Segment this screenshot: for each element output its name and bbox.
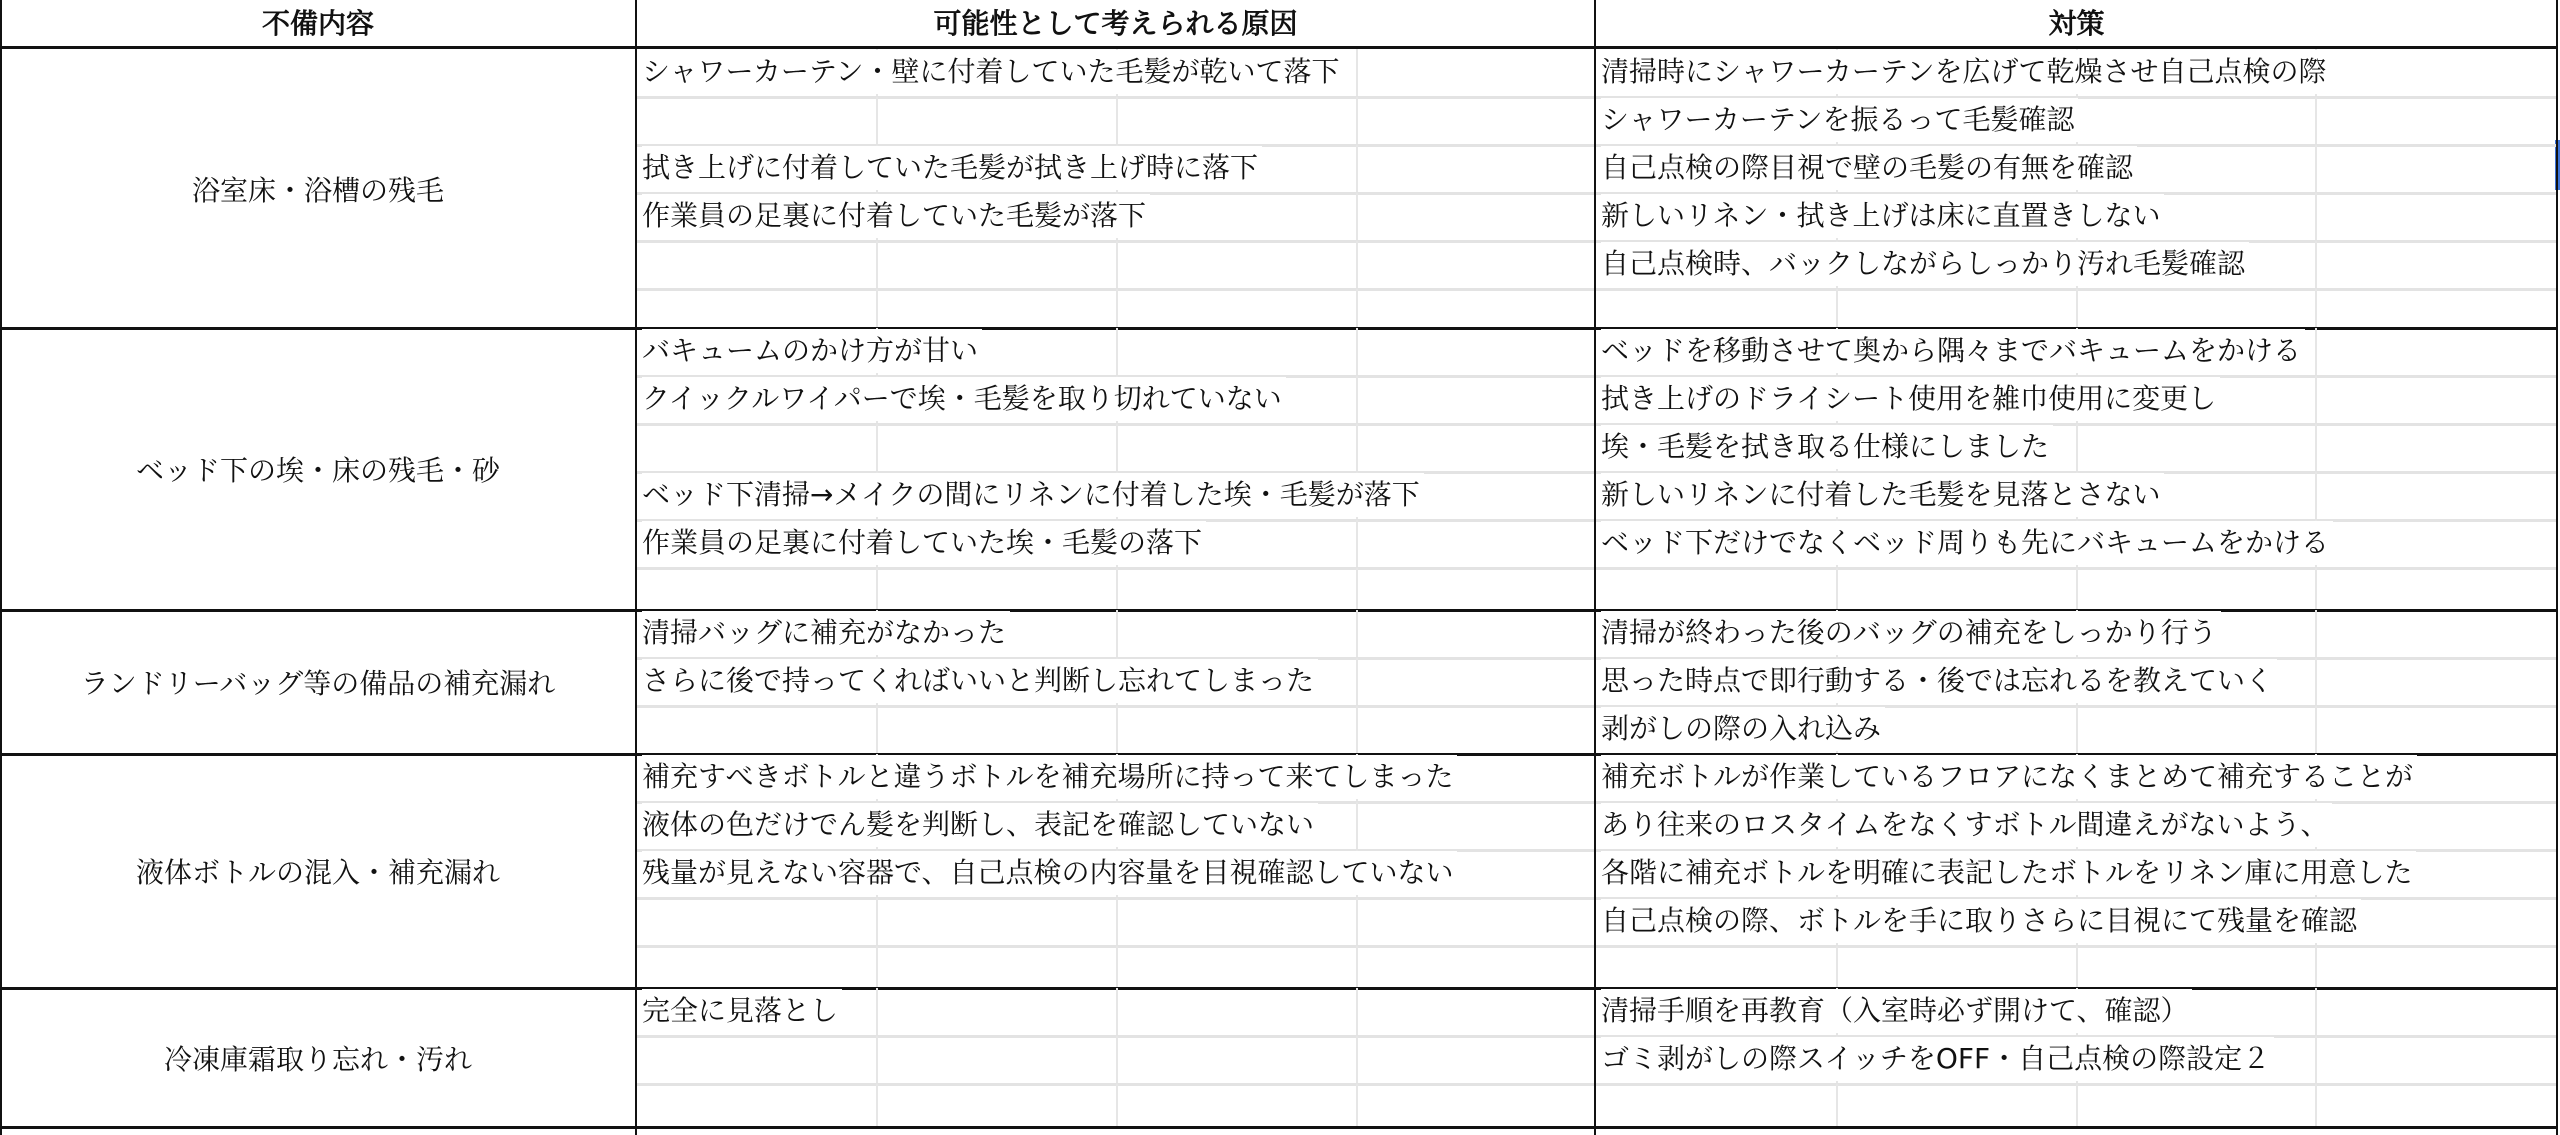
grid-line xyxy=(2315,97,2317,145)
cause-cell[interactable]: 作業員の足裏に付着していた埃・毛髪の落下 xyxy=(642,521,1206,565)
issue-label[interactable]: 液体ボトルの混入・補充漏れ xyxy=(135,856,500,889)
grid-line xyxy=(1116,988,1118,1036)
measure-cell[interactable]: 拭き上げのドライシート使用を雑巾使用に変更し xyxy=(1601,377,2220,421)
grid-line xyxy=(2076,568,2078,610)
grid-line xyxy=(876,706,878,754)
header-border xyxy=(0,46,2558,49)
measure-cell[interactable]: ゴミ剥がしの際スイッチをOFF・自己点検の際設定２ xyxy=(1601,1037,2274,1081)
grid-line xyxy=(1116,610,1118,658)
grid-line xyxy=(2315,568,2317,610)
measure-cell[interactable]: ベッドを移動させて奥から隅々までバキュームをかける xyxy=(1601,329,2305,373)
grid-line xyxy=(2315,289,2317,328)
grid-line xyxy=(2315,145,2317,193)
grid-line xyxy=(1116,289,1118,328)
cause-cell[interactable] xyxy=(642,899,646,943)
grid-line xyxy=(1356,802,1358,850)
column-border xyxy=(1594,0,1596,1135)
grid-line xyxy=(1356,328,1358,376)
cause-cell[interactable]: 残量が見えない容器で、自己点検の内容量を目視確認していない xyxy=(642,851,1457,895)
grid-line xyxy=(2076,706,2078,754)
grid-line xyxy=(1356,289,1358,328)
column-border xyxy=(2556,0,2558,1135)
grid-line xyxy=(1356,946,1358,988)
grid-line xyxy=(1116,706,1118,754)
measure-cell[interactable]: 新しいリネンに付着した毛髪を見落とさない xyxy=(1601,473,2164,517)
cause-cell[interactable]: 液体の色だけでん髪を判断し、表記を確認していない xyxy=(642,803,1318,847)
grid-line xyxy=(2315,241,2317,289)
cause-cell[interactable] xyxy=(642,425,646,469)
grid-line xyxy=(636,423,2558,426)
measure-cell[interactable]: 埃・毛髪を拭き取る仕様にしました xyxy=(1601,425,2053,469)
column-border xyxy=(0,0,2,1135)
measure-cell[interactable]: 清掃手順を再教育（入室時必ず開けて、確認） xyxy=(1601,989,2192,1033)
grid-line xyxy=(1356,49,1358,97)
measure-cell[interactable]: シャワーカーテンを振るって毛髪確認 xyxy=(1601,98,2078,142)
grid-line xyxy=(2315,1036,2317,1084)
grid-line xyxy=(876,1036,878,1084)
grid-line xyxy=(636,567,2558,570)
grid-line xyxy=(876,898,878,946)
grid-line xyxy=(1116,241,1118,289)
grid-line xyxy=(636,240,2558,243)
measure-cell[interactable]: 自己点検の際目視で壁の毛髪の有無を確認 xyxy=(1601,146,2137,190)
grid-line xyxy=(1116,898,1118,946)
grid-line xyxy=(1356,520,1358,568)
issue-label[interactable]: 冷凍庫霜取り忘れ・汚れ xyxy=(163,1042,472,1076)
grid-line xyxy=(1356,97,1358,145)
grid-line xyxy=(1836,1084,1838,1127)
grid-line xyxy=(1116,1036,1118,1084)
grid-line xyxy=(1356,1036,1358,1084)
grid-line xyxy=(2315,1084,2317,1127)
measure-cell[interactable]: ベッド下だけでなくベッド周りも先にバキュームをかける xyxy=(1601,521,2333,565)
grid-line xyxy=(1116,568,1118,610)
grid-line xyxy=(1356,988,1358,1036)
measure-cell[interactable] xyxy=(1601,1085,1605,1129)
grid-line xyxy=(876,424,878,472)
group-border xyxy=(0,1126,2558,1129)
cause-cell[interactable] xyxy=(642,1037,646,1081)
header-measure[interactable]: 対策 xyxy=(2048,7,2105,40)
cause-cell[interactable] xyxy=(642,242,646,286)
measure-cell[interactable]: 自己点検の際、ボトルを手に取りさらに目視にて残量を確認 xyxy=(1601,899,2361,943)
cause-cell[interactable]: さらに後で持ってくればいいと判断し忘れてしまった xyxy=(642,659,1318,703)
cause-cell[interactable] xyxy=(642,98,646,142)
cause-cell[interactable]: 完全に見落とし xyxy=(642,989,842,1033)
grid-line xyxy=(1356,376,1358,424)
measure-cell[interactable]: 思った時点で即行動する・後では忘れるを教えていく xyxy=(1601,659,2277,703)
measure-cell[interactable]: 各階に補充ボトルを明確に表記したボトルをリネン庫に用意した xyxy=(1601,851,2416,895)
grid-line xyxy=(2315,988,2317,1036)
grid-line xyxy=(1356,658,1358,706)
issue-label[interactable]: 浴室床・浴槽の残毛 xyxy=(191,173,444,207)
measure-cell[interactable]: 新しいリネン・拭き上げは床に直置きしない xyxy=(1601,194,2164,238)
grid-line xyxy=(2076,424,2078,472)
grid-line xyxy=(1116,97,1118,145)
grid-line xyxy=(1356,241,1358,289)
cause-cell[interactable] xyxy=(642,707,646,751)
cause-cell[interactable] xyxy=(642,947,646,991)
grid-line xyxy=(2315,193,2317,241)
cause-cell[interactable]: 清掃バッグに補充がなかった xyxy=(642,611,1010,655)
issue-label[interactable]: ランドリーバッグ等の備品の補充漏れ xyxy=(80,667,556,700)
cause-cell[interactable]: 拭き上げに付着していた毛髪が拭き上げ時に落下 xyxy=(642,146,1262,190)
measure-cell[interactable] xyxy=(1601,947,1605,991)
grid-line xyxy=(2315,424,2317,472)
grid-line xyxy=(2076,1084,2078,1127)
grid-line xyxy=(2315,658,2317,706)
grid-line xyxy=(1356,424,1358,472)
grid-line xyxy=(876,568,878,610)
grid-line xyxy=(1116,328,1118,376)
grid-line xyxy=(2315,706,2317,754)
cause-cell[interactable]: クイックルワイパーで埃・毛髪を取り切れていない xyxy=(642,377,1286,421)
grid-line xyxy=(2315,376,2317,424)
cause-cell[interactable] xyxy=(642,569,646,613)
grid-line xyxy=(2315,328,2317,376)
grid-line xyxy=(1356,610,1358,658)
grid-line xyxy=(876,988,878,1036)
grid-line xyxy=(636,705,2558,708)
cause-cell[interactable]: ベッド下清掃→メイクの間にリネンに付着した埃・毛髪が落下 xyxy=(642,473,1424,517)
grid-line xyxy=(1116,424,1118,472)
measure-cell[interactable]: 剥がしの際の入れ込み xyxy=(1601,707,1885,751)
grid-line xyxy=(636,1083,2558,1086)
grid-line xyxy=(876,1084,878,1127)
grid-line xyxy=(1836,568,1838,610)
measure-cell[interactable]: 自己点検時、バックしながらしっかり汚れ毛髪確認 xyxy=(1601,242,2249,286)
measure-cell[interactable]: 清掃が終わった後のバッグの補充をしっかり行う xyxy=(1601,611,2221,655)
grid-line xyxy=(1356,1084,1358,1127)
grid-line xyxy=(2315,946,2317,988)
grid-line xyxy=(1356,898,1358,946)
cause-cell[interactable]: 補充すべきボトルと違うボトルを補充場所に持って来てしまった xyxy=(642,755,1457,799)
header-cause[interactable]: 可能性として考えられる原因 xyxy=(933,7,1298,40)
measure-cell[interactable] xyxy=(1601,569,1605,613)
grid-line xyxy=(876,289,878,328)
grid-line xyxy=(1356,193,1358,241)
grid-line xyxy=(876,97,878,145)
grid-line xyxy=(636,945,2558,948)
grid-line xyxy=(1836,946,1838,988)
grid-line xyxy=(1116,946,1118,988)
header-issue[interactable]: 不備内容 xyxy=(261,7,374,40)
grid-line xyxy=(1116,1084,1118,1127)
issue-label[interactable]: ベッド下の埃・床の残毛・砂 xyxy=(135,454,500,487)
measure-cell[interactable]: 清掃時にシャワーカーテンを広げて乾燥させ自己点検の際 xyxy=(1601,50,2330,94)
measure-cell[interactable]: 補充ボトルが作業しているフロアになくまとめて補充することが xyxy=(1601,755,2417,799)
cause-cell[interactable]: シャワーカーテン・壁に付着していた毛髪が乾いて落下 xyxy=(642,50,1343,94)
cause-cell[interactable] xyxy=(642,1085,646,1129)
cause-cell[interactable]: バキュームのかけ方が甘い xyxy=(642,329,982,373)
grid-line xyxy=(876,241,878,289)
grid-line xyxy=(2315,472,2317,520)
grid-line xyxy=(1356,706,1358,754)
grid-line xyxy=(636,96,2558,99)
column-border xyxy=(635,0,637,1135)
grid-line xyxy=(2315,610,2317,658)
grid-line xyxy=(1836,289,1838,328)
grid-line xyxy=(2076,289,2078,328)
grid-line xyxy=(1356,145,1358,193)
grid-line xyxy=(2076,946,2078,988)
cause-cell[interactable]: 作業員の足裏に付着していた毛髪が落下 xyxy=(642,194,1150,238)
measure-cell[interactable]: あり往来のロスタイムをなくすボトル間違えがないよう、 xyxy=(1601,803,2332,847)
grid-line xyxy=(1356,568,1358,610)
grid-line xyxy=(876,946,878,988)
grid-line xyxy=(636,288,2558,291)
